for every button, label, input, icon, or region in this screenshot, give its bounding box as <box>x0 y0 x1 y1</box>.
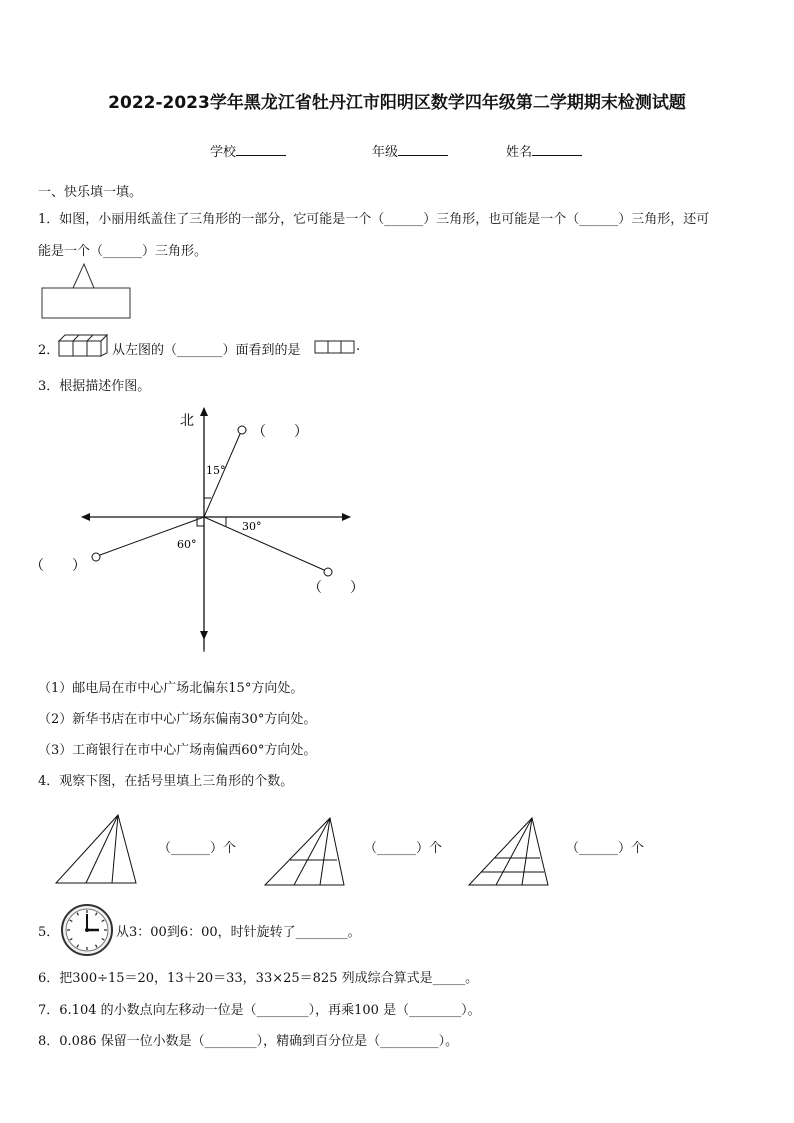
question-3-item-3: （3）工商银行在市中心广场南偏西60°方向处。 <box>38 743 317 758</box>
direction-diagram <box>30 400 370 660</box>
triangle-count-answer-1: （______）个 <box>158 841 237 856</box>
school-blank[interactable] <box>236 143 286 156</box>
question-1-line-1: 1．如图，小丽用纸盖住了三角形的一部分，它可能是一个（______）三角形，也可能是一个（______）三角形，还可 <box>38 212 710 227</box>
question-7: 7．6.104 的小数点向左移动一位是（________），再乘100 是（________）。 <box>38 1003 481 1018</box>
bookstore-ray <box>204 517 324 570</box>
bank-answer: （ ） <box>30 558 86 574</box>
covering-paper <box>42 288 130 318</box>
cube-blocks-figure <box>58 334 110 358</box>
question-6: 6．把300÷15＝20，13＋20＝33，33×25＝825 列成综合算式是_____。 <box>38 971 479 986</box>
question-1-line-2: 能是一个（______）三角形。 <box>38 244 208 259</box>
bookstore-answer: （ ） <box>308 580 364 596</box>
grade-blank[interactable] <box>398 143 448 156</box>
view-answer-figure <box>314 340 356 355</box>
triangle-tip <box>73 264 94 288</box>
angle-15-label: 15° <box>206 464 226 477</box>
post-office-point <box>238 426 246 434</box>
grade-label: 年级 <box>372 145 399 160</box>
question-5-number: 5． <box>38 925 60 940</box>
question-3-title: 3．根据描述作图。 <box>38 379 151 394</box>
south-arrowhead <box>200 631 208 640</box>
name-field <box>506 141 582 160</box>
question-2-number: 2． <box>38 343 60 358</box>
school-field <box>210 141 286 160</box>
triangle-figure-3 <box>466 815 550 887</box>
bookstore-point <box>324 568 332 576</box>
question-8: 8．0.086 保留一位小数是（________），精确到百分位是（_________）。 <box>38 1034 459 1049</box>
post-office-answer: （ ） <box>252 424 308 440</box>
question-5-text: 从3：00到6：00，时针旋转了________。 <box>116 925 361 940</box>
name-blank[interactable] <box>532 143 582 156</box>
clock-icon <box>60 903 114 957</box>
triangle-figure-1 <box>54 812 138 886</box>
name-label: 姓名 <box>506 145 533 160</box>
covered-triangle-figure <box>40 262 134 320</box>
angle-30-label: 30° <box>242 520 262 533</box>
question-2-text: 从左图的（_______）面看到的是 <box>112 343 301 358</box>
question-3-item-1: （1）邮电局在市中心广场北偏东15°方向处。 <box>38 681 304 696</box>
grade-field <box>372 141 448 160</box>
question-2-end: . <box>356 339 361 354</box>
bank-point <box>92 553 100 561</box>
section-heading: 一、快乐填一填。 <box>38 185 143 200</box>
angle-60-label: 60° <box>177 538 197 551</box>
triangle-count-answer-3: （______）个 <box>566 841 645 856</box>
triangle-count-answer-2: （______）个 <box>364 841 443 856</box>
page-title: 2022-2023学年黑龙江省牡丹江市阳明区数学四年级第二学期期末检测试题 <box>108 93 686 113</box>
school-label: 学校 <box>210 145 237 160</box>
north-label: 北 <box>180 413 194 429</box>
question-3-item-2: （2）新华书店在市中心广场东偏南30°方向处。 <box>38 712 317 727</box>
triangle-figure-2 <box>262 815 346 887</box>
question-4-title: 4．观察下图，在括号里填上三角形的个数。 <box>38 774 294 789</box>
